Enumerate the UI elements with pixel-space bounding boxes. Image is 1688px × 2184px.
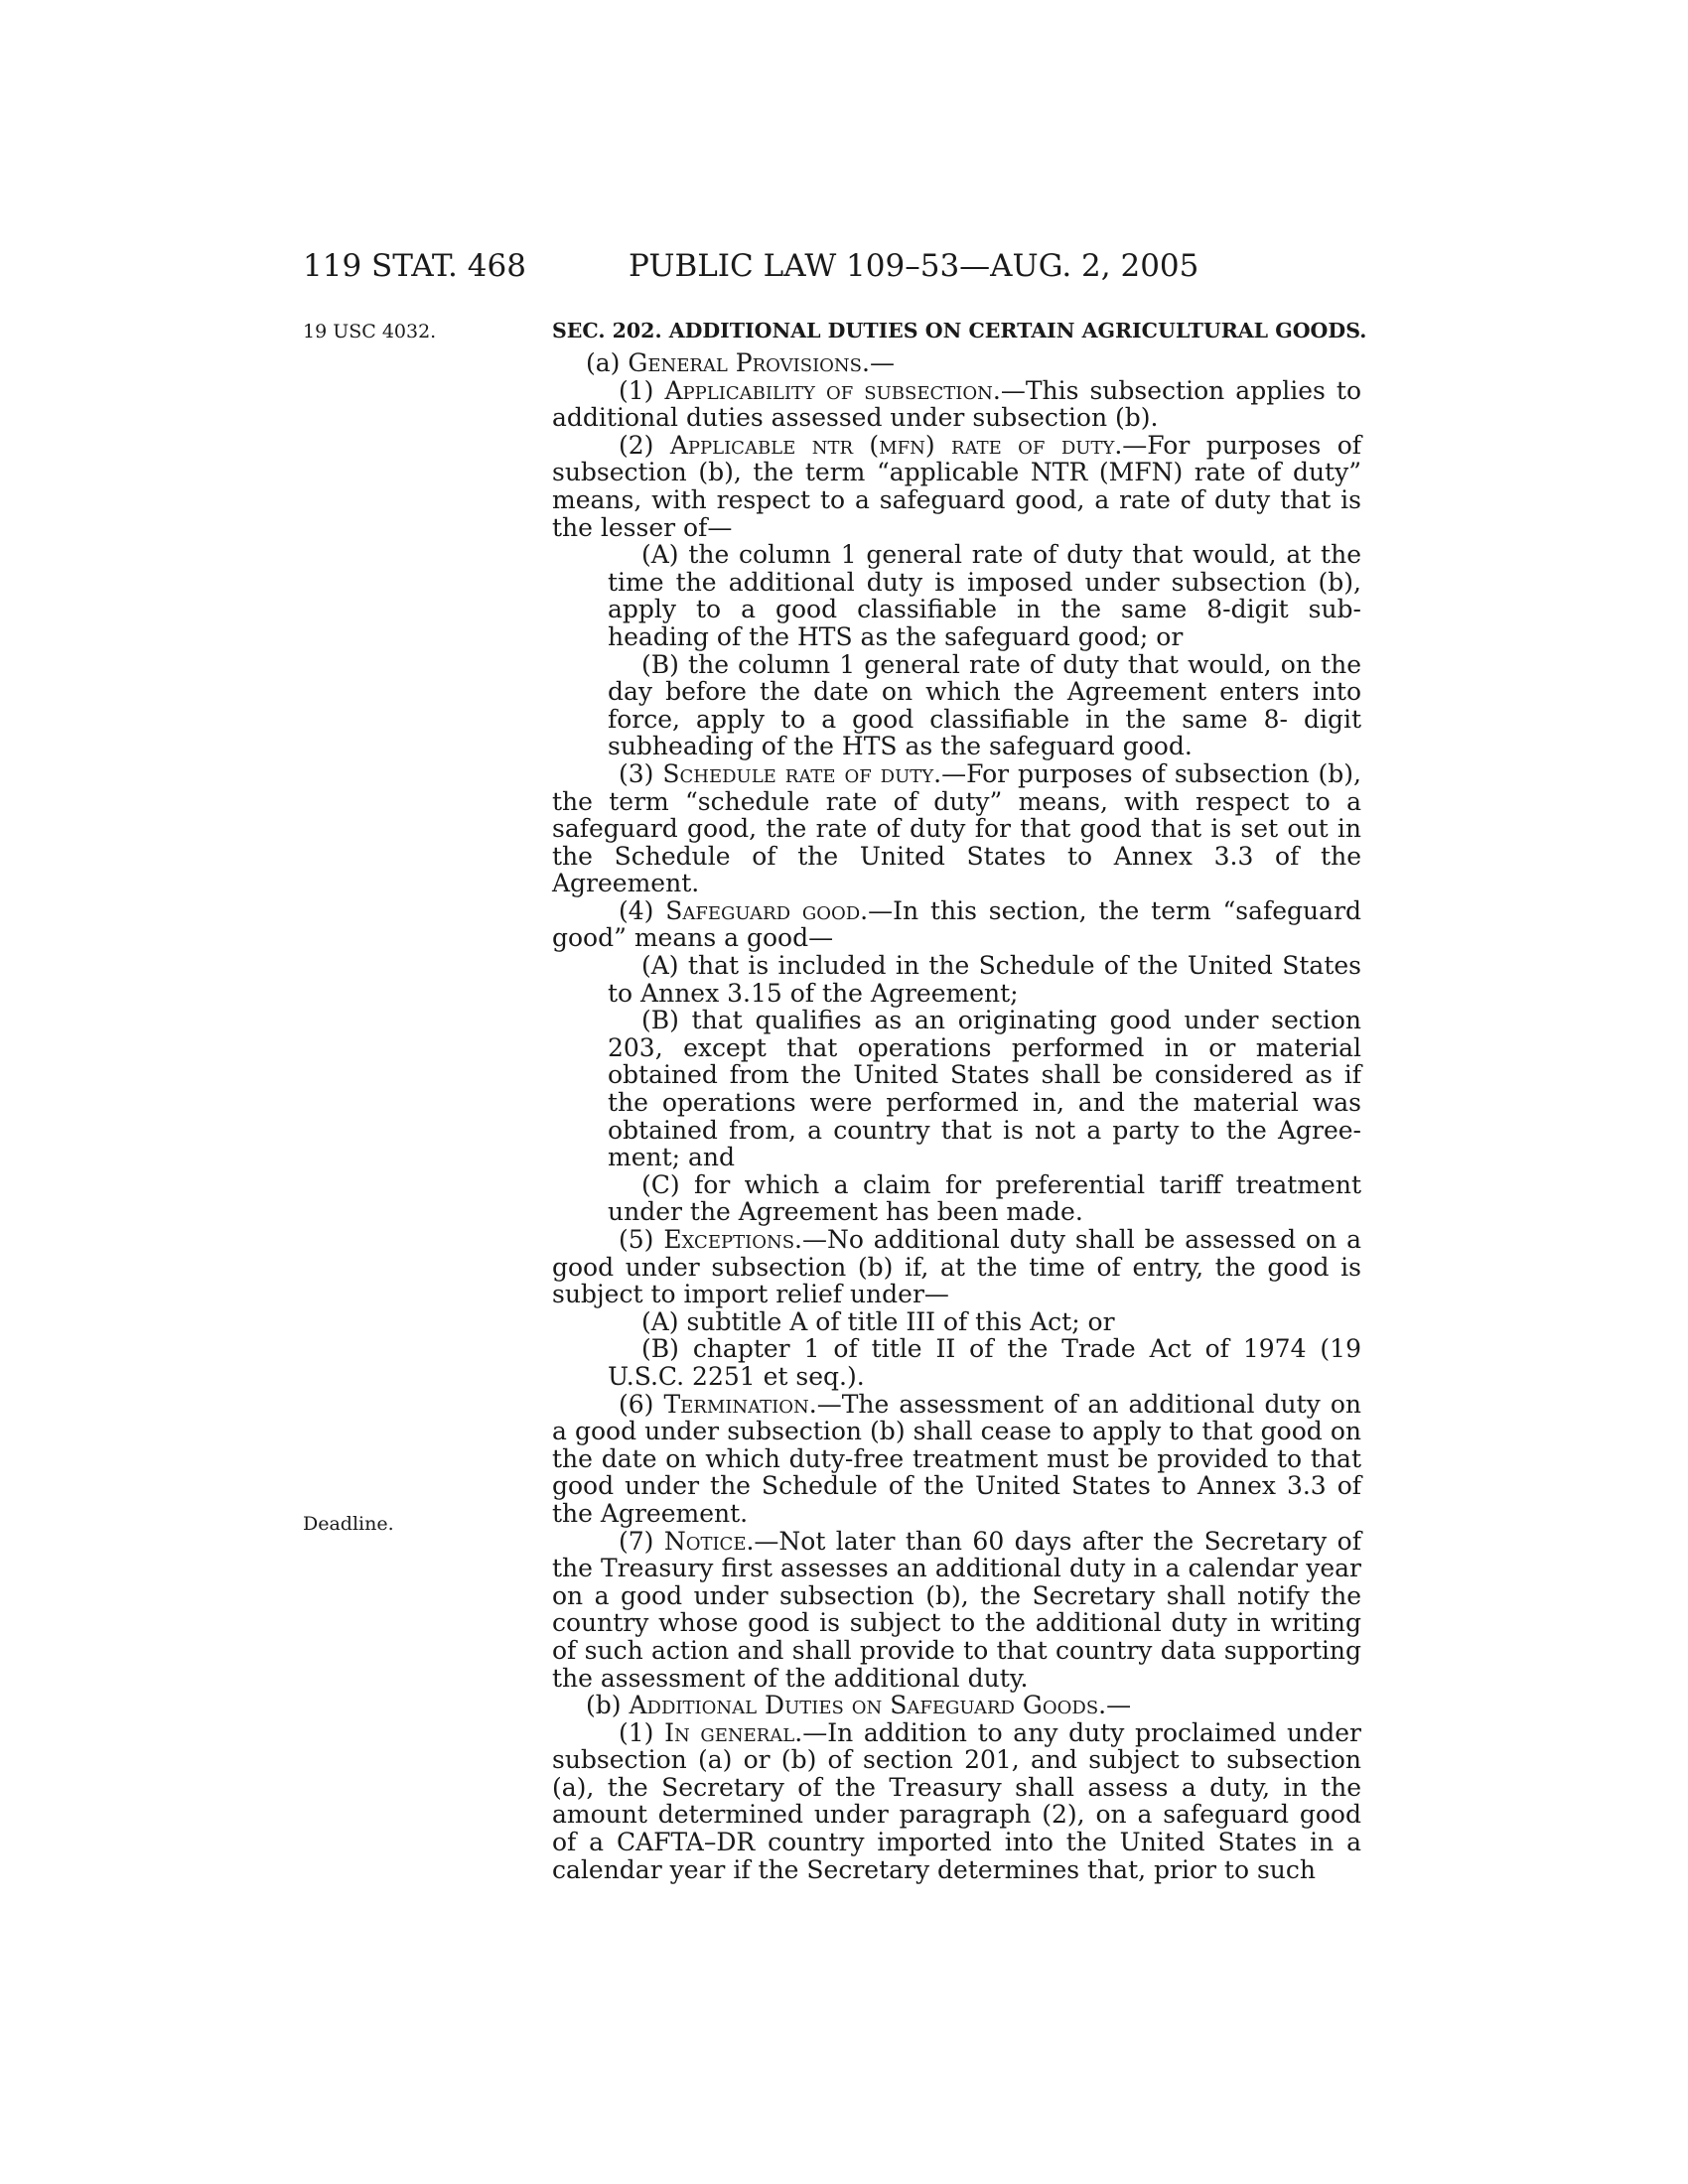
- paragraph-heading: Schedule rate of duty.: [662, 758, 942, 788]
- paragraph-heading: Applicability of subsection.: [664, 375, 1001, 405]
- paragraph-heading: Termination.: [663, 1389, 817, 1419]
- law-title: PUBLIC LAW 109–53—AUG. 2, 2005: [629, 248, 1199, 284]
- subparagraph-a4C: (C) for which a claim for preferential tariff treatment under the Agreement has been made.: [608, 1169, 1361, 1227]
- subparagraph-a4B: (B) that qualifies as an originating good under section 203, except that operations performed in or material obtained from the United States shall be considered as if the operations were performed in, and the material was obtained from, a country that is not a party to the Agree- ment; and: [608, 1006, 1361, 1172]
- subparagraph-a5B: (B) chapter 1 of title II of the Trade Act of 1974 (19 U.S.C. 2251 et seq.).: [608, 1334, 1361, 1391]
- paragraph-heading: In general.: [664, 1717, 803, 1747]
- subparagraph-a5A: (A) subtitle A of title III of this Act; or: [641, 1306, 1115, 1336]
- subsection-a: (a) General Provisions.—: [586, 348, 895, 377]
- paragraph-a1: (1) Applicability of subsection.—This subsection applies to additional duties assessed under subsection (b).: [552, 375, 1361, 433]
- paragraph-a4: (4) Safeguard good.—In this section, the term “safeguard good” means a good—: [552, 895, 1362, 953]
- paragraph-a3: (3) Schedule rate of duty.—For purposes of subsection (b), the term “schedule rate of duty” means, with respect to a safeguard good, the rate of duty for that good that is set out in the Schedule of the United States to Annex 3.3 of the Agreement.: [552, 758, 1361, 898]
- subsection-heading: Additional Duties on Safeguard Goods.: [629, 1691, 1107, 1720]
- paragraph-a5: (5) Exceptions.—No additional duty shall be assessed on a good under subsection (b) if, at the time of entry, the good is subject to import relief under—: [552, 1225, 1361, 1309]
- paragraph-a6: (6) Termination.—The assessment of an additional duty on a good under subsection (b) shall cease to apply to that good on the date on which duty-free treatment must be provided to that good under the Schedule of the United States to Annex 3.3 of the Agreement.: [552, 1389, 1361, 1528]
- paragraph-a7: (7) Notice.—Not later than 60 days after the Secretary of the Treasury first assesses an additional duty in a calendar year on a good under subsection (b), the Secretary shall notify the country whose good is subject to the additional duty in writing of such action and shall provide to that country data supporting the assessment of the additional duty.: [552, 1526, 1361, 1693]
- paragraph-heading: Exceptions.: [663, 1225, 802, 1254]
- subsection-heading: General Provisions.: [628, 348, 870, 377]
- usc-citation-note: 19 USC 4032.: [303, 321, 437, 342]
- paragraph-heading: Notice.: [663, 1526, 755, 1556]
- section-body: [552, 349, 1361, 1883]
- stat-page-number: 119 STAT. 468: [303, 248, 526, 284]
- paragraph-heading: Applicable ntr (mfn) rate of duty.: [669, 430, 1123, 460]
- paragraph-heading: Safeguard good.: [665, 895, 869, 925]
- paragraph-b1: (1) In general.—In addition to any duty proclaimed under subsection (a) or (b) of section 201, and subject to subsection (a), the Secretary of the Treasury shall assess a duty, in the amount determined under paragraph (2), on a safeguard good of a CAFTA–DR country imported into the United States in a calendar year if the Secretary determines that, prior to such: [552, 1717, 1362, 1884]
- deadline-note: Deadline.: [303, 1513, 394, 1535]
- section-heading: SEC. 202. ADDITIONAL DUTIES ON CERTAIN AGRICULTURAL GOODS.: [552, 319, 1367, 342]
- subparagraph-a4A: (A) that is included in the Schedule of the United States to Annex 3.15 of the Agreement;: [608, 951, 1361, 1008]
- subsection-b: (b) Additional Duties on Safeguard Goods.—: [586, 1691, 1132, 1720]
- subparagraph-a2B: (B) the column 1 general rate of duty that would, on the day before the date on which the Agreement enters into force, apply to a good classifiable in the same 8- digit subheading of the HTS as the safeguard good.: [608, 649, 1361, 761]
- subparagraph-a2A: (A) the column 1 general rate of duty that would, at the time the additional duty is imposed under subsection (b), apply to a good classifiable in the same 8-digit sub- heading of the HTS as the safeguard good; or: [608, 540, 1361, 651]
- paragraph-a2: (2) Applicable ntr (mfn) rate of duty.—For purposes of subsection (b), the term “applicable NTR (MFN) rate of duty” means, with respect to a safeguard good, a rate of duty that is the lesser of—: [552, 430, 1361, 542]
